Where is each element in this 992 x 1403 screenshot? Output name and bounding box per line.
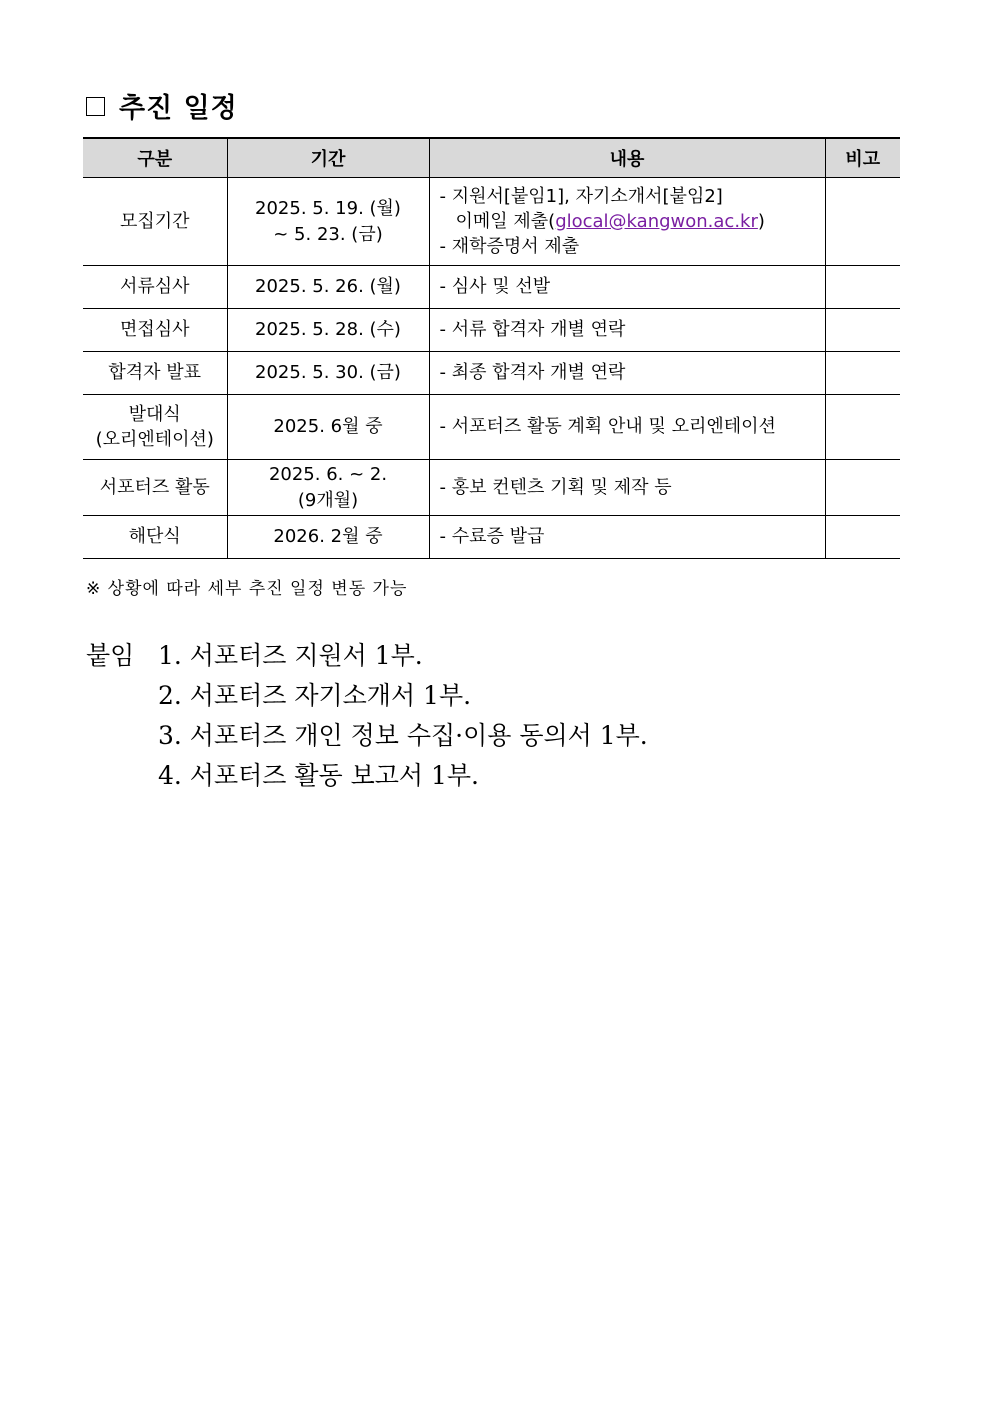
row-content: - 서류 합격자 개별 연락 (429, 309, 825, 352)
row-category: 해단식 (83, 516, 227, 559)
table-row (83, 460, 900, 516)
attachment-item: 3. 서포터즈 개인 정보 수집·이용 동의서 1부. (158, 721, 648, 750)
attachment-item: 2. 서포터즈 자기소개서 1부. (158, 681, 472, 710)
section-title (86, 86, 238, 125)
row-note (825, 516, 900, 559)
row-note (825, 395, 900, 460)
row-note (825, 460, 900, 516)
header-content: 내용 (429, 138, 825, 178)
row-period (227, 178, 429, 266)
section-title-text: 추진 일정 (119, 93, 238, 124)
row-category (83, 395, 227, 460)
content-text: 이메일 제출( (455, 210, 556, 232)
row-note (825, 309, 900, 352)
content-text: ) (757, 210, 765, 232)
content-line: - 지원서[붙임1], 자기소개서[붙임2] (439, 185, 723, 207)
row-period: 2025. 5. 28. (수) (227, 309, 429, 352)
row-category: 합격자 발표 (83, 352, 227, 395)
content-line (440, 209, 825, 234)
schedule-table (83, 137, 900, 559)
header-category: 구분 (83, 138, 227, 178)
row-content: - 수료증 발급 (429, 516, 825, 559)
row-note (825, 266, 900, 309)
row-category: 면접심사 (83, 309, 227, 352)
content-line: - 재학증명서 제출 (439, 236, 580, 258)
table-header-row (83, 138, 900, 178)
row-period: 2025. 5. 30. (금) (227, 352, 429, 395)
row-category: 모집기간 (83, 178, 227, 266)
row-content: - 최종 합격자 개별 연락 (429, 352, 825, 395)
period-line: 2025. 6. ~ 2. (268, 464, 388, 486)
attachment-row (86, 674, 648, 714)
row-content (429, 178, 825, 266)
period-line: ~ 5. 23. (금) (273, 223, 383, 245)
category-line: 발대식 (128, 403, 181, 425)
attachment-item: 4. 서포터즈 활동 보고서 1부. (158, 761, 479, 790)
row-category: 서류심사 (83, 266, 227, 309)
attachments (86, 634, 648, 794)
row-period (227, 460, 429, 516)
table-row (83, 516, 900, 559)
row-note (825, 178, 900, 266)
email-link[interactable]: glocal@kangwon.ac.kr (555, 210, 758, 232)
schedule-footnote: ※ 상황에 따라 세부 추진 일정 변동 가능 (86, 579, 408, 599)
attachment-item: 1. 서포터즈 지원서 1부. (158, 641, 423, 670)
category-line: (오리엔테이션) (95, 429, 214, 450)
attachment-row (86, 754, 648, 794)
row-content: - 서포터즈 활동 계획 안내 및 오리엔테이션 (429, 395, 825, 460)
attachment-row (86, 714, 648, 754)
row-period: 2025. 6월 중 (227, 395, 429, 460)
row-content: - 심사 및 선발 (429, 266, 825, 309)
table-row (83, 266, 900, 309)
period-line: (9개월) (297, 489, 359, 511)
header-note: 비고 (825, 138, 900, 178)
table-row (83, 352, 900, 395)
period-line: 2025. 5. 19. (월) (255, 198, 401, 220)
checkbox-square-icon (86, 97, 105, 116)
table-row (83, 395, 900, 460)
header-period: 기간 (227, 138, 429, 178)
attachments-label: 붙임 (86, 641, 135, 670)
row-content: - 홍보 컨텐츠 기획 및 제작 등 (429, 460, 825, 516)
table-row (83, 178, 900, 266)
row-period: 2026. 2월 중 (227, 516, 429, 559)
table-row (83, 309, 900, 352)
row-period: 2025. 5. 26. (월) (227, 266, 429, 309)
row-category: 서포터즈 활동 (83, 460, 227, 516)
attachment-row (86, 634, 648, 674)
row-note (825, 352, 900, 395)
